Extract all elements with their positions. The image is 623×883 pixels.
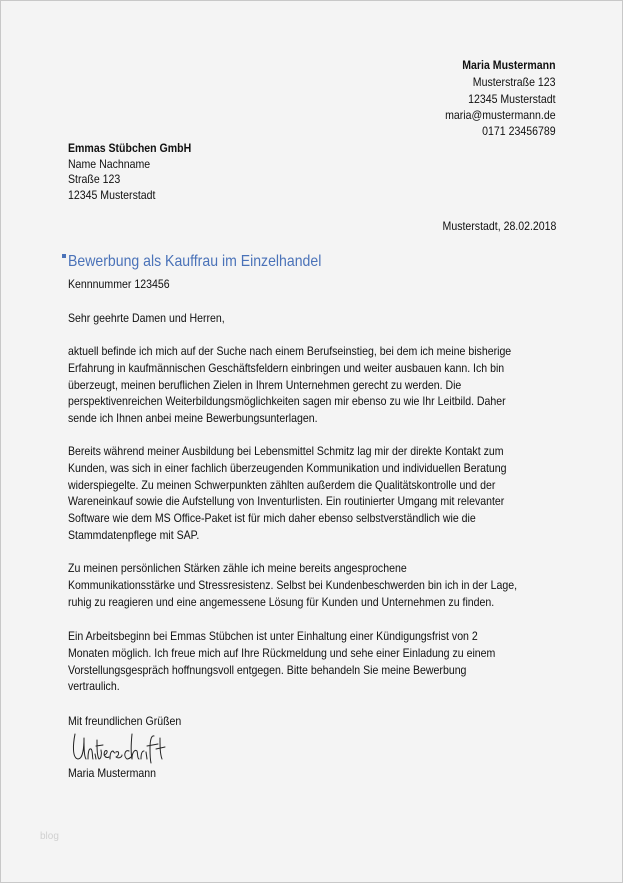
paragraph-1	[68, 343, 572, 427]
date-line: Musterstadt, 28.02.2018	[442, 219, 556, 233]
text-line: Software wie dem MS Office-Paket ist für mich daher ebenso selbstverständlich wie die	[68, 511, 476, 526]
date-block	[427, 218, 556, 235]
text-line: überzeugt, meinen beruflichen Zielen in Ihrem Unternehmen gerecht zu werden. Die	[68, 377, 462, 392]
text-line: Kommunikationsstärke und Stressresistenz. Selbst bei Kundenbeschwerden bin ich in der Lage,	[68, 577, 518, 592]
text-line: Bereits während meiner Ausbildung bei Lebensmittel Schmitz lag mir der direkte Kontakt zum	[68, 444, 504, 458]
paragraph-2	[68, 443, 566, 544]
paragraph-3	[68, 560, 578, 610]
closing: Mit freundlichen Grüßen	[68, 714, 182, 728]
text-line: sende ich Ihnen anbei meine Bewerbungsunterlagen.	[68, 411, 318, 426]
text-line: ruhig zu reagieren und eine angemessene Lösung für Kunden und Unternehmen zu finden.	[68, 594, 495, 609]
handwritten-signature	[72, 732, 172, 764]
sender-city: 12345 Musterstadt	[468, 91, 556, 106]
text-line: vertraulich.	[68, 679, 120, 694]
sender-block	[430, 57, 556, 140]
text-line: Vorstellungsgespräch hoffnungsvoll entgegen. Bitte behandeln Sie meine Bewerbung	[68, 662, 467, 677]
text-line: widerspiegelte. Zu meinen Schwerpunkten zählten außerdem die Qualitätskontrolle und der	[68, 477, 496, 492]
sender-name: Maria Mustermann	[462, 58, 556, 72]
text-line: perspektivenreichen Weiterbildungsmöglichkeiten sagen mir ebenso zu wie Ihr Leitbild. Daher	[68, 394, 506, 409]
recipient-contact: Name Nachname	[68, 156, 151, 171]
paragraph-4	[68, 628, 554, 695]
signer-block	[68, 765, 168, 782]
watermark: blog	[40, 831, 59, 842]
text-line: aktuell befinde ich mich auf der Suche nach einem Berufseinstieg, bei dem ich meine bisherige	[68, 344, 512, 358]
text-line: Kunden, was sich in einer fachlich überzeugenden Kommunikation und individuellen Beratung	[68, 460, 507, 475]
text-line: Stammdatenpflege mit SAP.	[68, 527, 200, 542]
heading-marker	[62, 254, 66, 258]
reference-block	[68, 276, 183, 293]
text-line: Monaten möglich. Ich freue mich auf Ihre Rückmeldung und sehe einer Einladung zu einem	[68, 645, 496, 660]
sender-phone: 0171 23456789	[482, 124, 556, 139]
text-line: Zu meinen persönlichen Stärken zähle ich meine bereits angesprochene	[68, 561, 407, 575]
sender-street: Musterstraße 123	[473, 74, 556, 89]
recipient-block	[68, 141, 208, 203]
recipient-city: 12345 Musterstadt	[68, 187, 156, 202]
subject-heading: Bewerbung als Kauffrau im Einzelhandel	[68, 253, 322, 270]
recipient-company: Emmas Stübchen GmbH	[68, 141, 192, 155]
salutation: Sehr geehrte Damen und Herren,	[68, 311, 225, 325]
text-line: Wareneinkauf sowie die Aufstellung von Inventurlisten. Ein routinierter Umgang mit relevanter	[68, 494, 505, 509]
signer-name: Maria Mustermann	[68, 766, 157, 780]
closing-block	[68, 713, 197, 730]
recipient-street: Straße 123	[68, 172, 121, 186]
text-line: Ein Arbeitsbeginn bei Emmas Stübchen ist unter Einhaltung einer Kündigungsfrist von 2	[68, 629, 478, 643]
salutation-block	[68, 310, 246, 327]
sender-email: maria@mustermann.de	[445, 108, 556, 123]
reference-number: Kennnummer 123456	[68, 277, 170, 291]
text-line: Erfahrung in kaufmännischen Geschäftsfeldern einbringen und weiter ausbauen kann. Ich bin	[68, 360, 505, 375]
